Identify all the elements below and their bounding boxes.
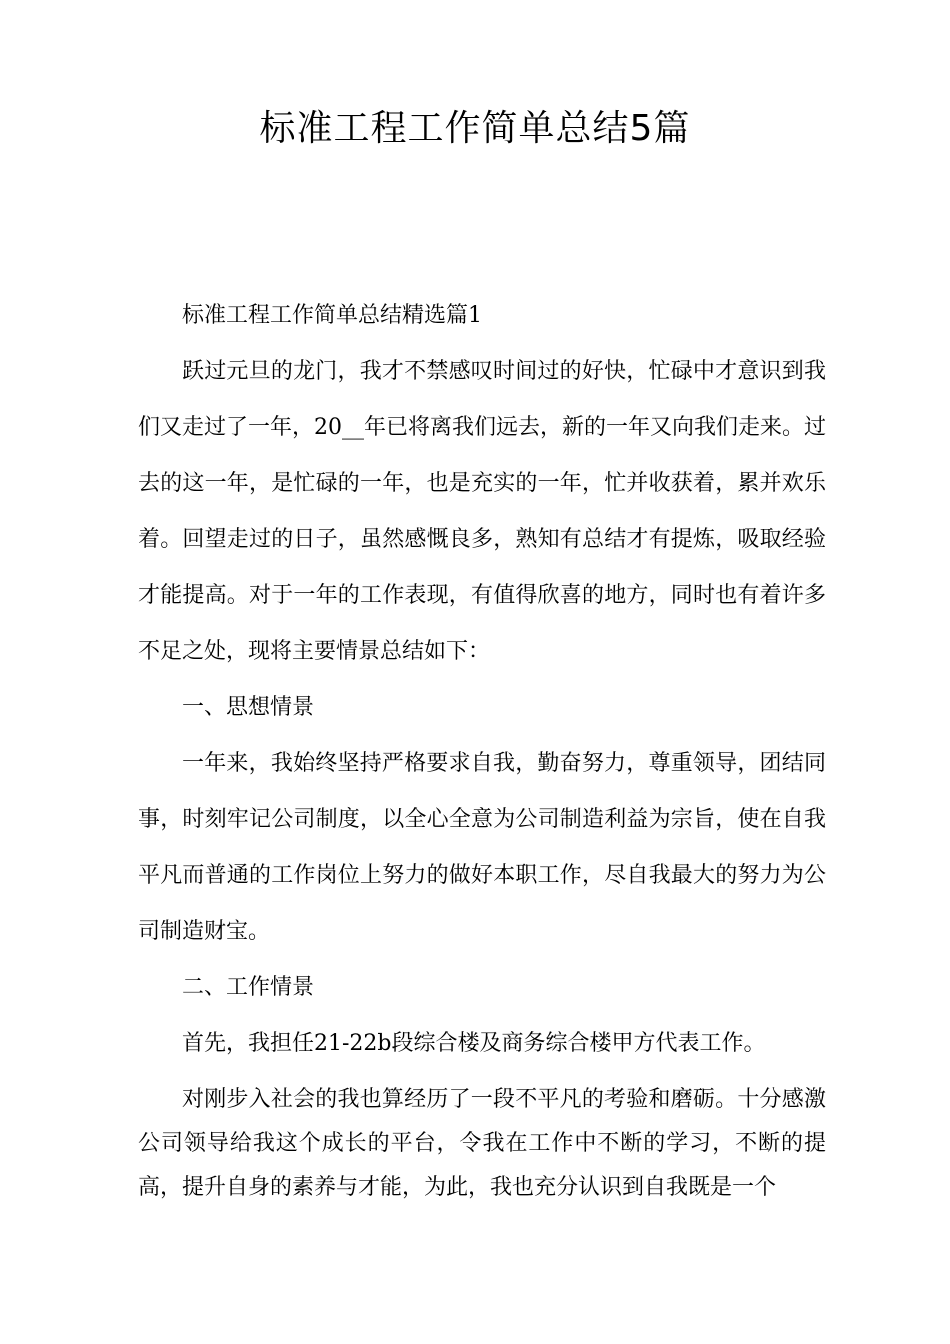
body-paragraph: 首先，我担任21-22b段综合楼及商务综合楼甲方代表工作。 <box>182 1031 766 1056</box>
document-title: 标准工程工作简单总结5篇 <box>259 108 691 149</box>
body-paragraph: 跃过元旦的龙门，我才不禁感叹时间过的好快，忙碌中才意识到我们又走过了一年，20__年已将离我们远去，新的一年又向我们走来。过去的这一年，是忙碌的一年，也是充实的一年，忙并收获着，累并欢乐着。回望走过的日子，虽然感慨良多，熟知有总结才有提炼，吸取经验才能提高。对于一年的工作表现，有值得欣喜的地方，同时也有着许多不足之处，现将主要情景总结如下： <box>138 359 826 664</box>
section-heading: 一、思想情景 <box>182 695 315 720</box>
body-paragraph: 对刚步入社会的我也算经历了一段不平凡的考验和磨砺。十分感激公司领导给我这个成长的平台，令我在工作中不断的学习，不断的提高，提升自身的素养与才能，为此，我也充分认识到自我既是一个 <box>138 1087 826 1200</box>
body-paragraph: 一年来，我始终坚持严格要求自我，勤奋努力，尊重领导，团结同事，时刻牢记公司制度，以全心全意为公司制造利益为宗旨，使在自我平凡而普通的工作岗位上努力的做好本职工作，尽自我最大的努力为公司制造财宝。 <box>138 751 826 944</box>
section-heading: 二、工作情景 <box>182 975 315 1000</box>
section-heading: 标准工程工作简单总结精选篇1 <box>182 303 482 328</box>
document-body <box>138 288 826 1210</box>
